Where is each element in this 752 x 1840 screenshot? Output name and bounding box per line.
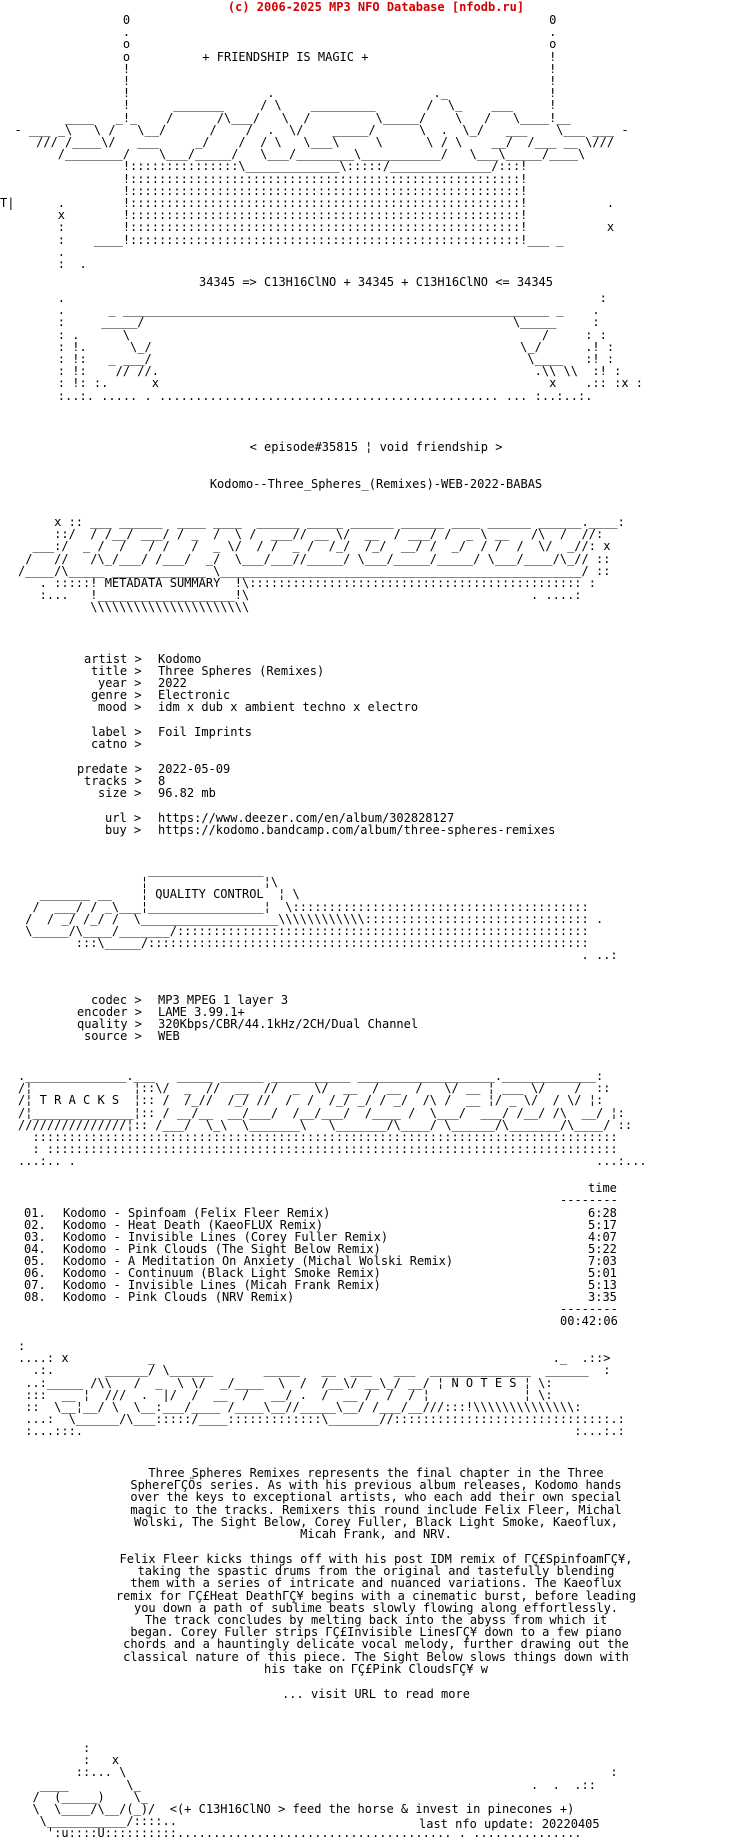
footer-art: : : x ::... \ : ____ \_ . . .:: / (_____) \_ \ \____/\__/(_)/ <(+ C13H16ClNO > feed the horse & invest in pinecones +) \___________/::::.. ':u::::U::::::::::...................................... . ............... xyxy=(32,1741,618,1840)
predate-value: 2022-05-09 xyxy=(158,762,231,776)
notes-paragraph-1: Three Spheres Remixes represents the final chapter in the Three SphereΓÇÖs series. As with his previous album releases, Kodomo hands over the keys to exceptional artists, who each add their own special magic to the tracks. Remixers this round include Felix Fleer, Michal Wolski, The Sight Below, Corey Fuller, Black Light Smoke, Kaeoflux, Micah Frank, and NRV. xyxy=(130,1466,622,1542)
encoder-label: encoder > xyxy=(77,1005,143,1019)
codec-label: codec > xyxy=(91,993,142,1007)
quality-label: quality > xyxy=(77,1017,143,1031)
year-label: year > xyxy=(98,676,142,690)
track-number: 08. xyxy=(24,1290,46,1304)
track-number: 06. xyxy=(24,1266,46,1280)
mood-label: mood > xyxy=(98,700,142,714)
encoder-value: LAME 3.99.1+ xyxy=(158,1005,245,1019)
label-label: label > xyxy=(91,725,142,739)
time-rule-bottom: -------- xyxy=(560,1302,618,1316)
track-number: 02. xyxy=(24,1218,46,1232)
read-more-link[interactable]: ... visit URL to read more xyxy=(282,1687,470,1701)
track-time: 5:01 xyxy=(588,1266,617,1280)
size-label: size > xyxy=(98,786,142,800)
time-header: time xyxy=(588,1181,617,1195)
copyright-banner[interactable]: (c) 2006-2025 MP3 NFO Database [nfodb.ru] xyxy=(227,0,525,14)
notes-paragraph-2: Felix Fleer kicks things off with his post IDM remix of ΓÇ£SpinfoamΓÇ¥, taking the spastic drums from the original and tastefully blending them with a series of intricate and nuanced variations. The Kaeoflux remix for ΓÇ£Heat DeathΓÇ¥ begins with a cinematic burst, before leading you down a path of sublime beats slowly flowing along effortlessly. The track concludes by melting back into the abyss from which it began. Corey Fuller strips ΓÇ£Invisible LinesΓÇ¥ down to a few piano chords and a hauntingly delicate vocal melody, further drawing out the classical nature of this piece. The Sight Below slows things down with his take on ΓÇ£Pink CloudsΓÇ¥ w xyxy=(115,1552,637,1676)
track-title: Kodomo - Spinfoam (Felix Fleer Remix) xyxy=(63,1206,331,1220)
track-title: Kodomo - Invisible Lines (Corey Fuller Remix) xyxy=(63,1230,389,1244)
track-time: 5:13 xyxy=(588,1278,617,1292)
url-label: url > xyxy=(105,811,142,825)
url-link[interactable]: https://www.deezer.com/en/album/302828127 xyxy=(158,811,455,825)
track-title: Kodomo - Pink Clouds (NRV Remix) xyxy=(63,1290,295,1304)
total-time: 00:42:06 xyxy=(560,1314,618,1328)
track-number: 01. xyxy=(24,1206,46,1220)
artist-value: Kodomo xyxy=(158,652,202,666)
track-title: Kodomo - Invisible Lines (Micah Frank Remix) xyxy=(63,1278,381,1292)
tracks-label: tracks > xyxy=(84,774,142,788)
logo-art-base: . : . _ ___________________________________________________________ _ . : _____/ \_____ : : . \ / : : : !. \_/ \_/ .! : : !: _ ___/ \____ :! : : !: // //. .\\ \\ :! : : !: :. x x .:: :x : :..:. ..... . ............................................... ... :..:..:. xyxy=(57,291,643,403)
catno-label: catno > xyxy=(91,737,142,751)
genre-label: genre > xyxy=(91,688,142,702)
logo-art-lower: T| . !::::::::::::::::::::::::::::::::::::::::::::::::::::::! . x !::::::::::::::::::::::::::::::::::::::::::::::::::::::! : !::::::::::::::::::::::::::::::::::::::::::::::::::::::! x : ____!::::::::::::::::::::::::::::::::::::::::::::::::::::::!___ _ . : . xyxy=(0,196,615,272)
size-value: 96.82 mb xyxy=(158,786,216,800)
artist-label: artist > xyxy=(84,652,142,666)
track-title: Kodomo - Continuum (Black Light Smoke Remix) xyxy=(63,1266,381,1280)
label-value: Foil Imprints xyxy=(158,725,252,739)
title-value: Three Spheres (Remixes) xyxy=(158,664,325,678)
tracks-value: 8 xyxy=(158,774,166,788)
source-value: WEB xyxy=(158,1029,180,1043)
track-title: Kodomo - A Meditation On Anxiety (Michal Wolski Remix) xyxy=(63,1254,454,1268)
track-time: 5:17 xyxy=(588,1218,617,1232)
release-name: Kodomo--Three_Spheres_(Remixes)-WEB-2022-BABAS xyxy=(209,477,543,491)
track-time: 6:28 xyxy=(588,1206,617,1220)
track-time: 5:22 xyxy=(588,1242,617,1256)
track-title: Kodomo - Heat Death (KaeoFLUX Remix) xyxy=(63,1218,324,1232)
track-number: 03. xyxy=(24,1230,46,1244)
track-time: 4:07 xyxy=(588,1230,617,1244)
track-number: 04. xyxy=(24,1242,46,1256)
track-title: Kodomo - Pink Clouds (The Sight Below Remix) xyxy=(63,1242,381,1256)
title-label: title > xyxy=(91,664,142,678)
buy-label: buy > xyxy=(105,823,142,837)
metadata-banner: x :: ___ ______ ____ ____ ______ _____ ______ ______ ____ ______ ______.____: ::/ / /__/ ___/ / _ / \ / ___// __ \/ __ / ___/ / _ \ __ /\ / //: ___:/ _ / / / / / _ \/ / / _ / /_/ /_/ __/ / _/ / / / \/ _//: x / // /\_/___/ /___/ _/ \___/___//_____/ \___/_____/_____/ \___/____/\_// :: /____/\_____ _____________ \__________________________________________________/ :: . :::::! METADATA SUMMARY !\:::::::::::::::::::::::::::::::::::::::::::::: : :... !___________________!\ . ....: \\\\\\\\\\\\\\\\\\\\\\ xyxy=(18,515,625,615)
notes-banner: : ....: x _ ._ .::> .:. ______/ \______ _____ __ ___ ___ ______________ ______ : ..:_____ /\\ / _ \ \/ _/____ \ / /__\/ __\_/ __/ ¦ N O T E S ¦ \: ::: __ ¦ /// . |/ / __ / __/ . / __ / / / ¦ ¦ \: :: \__¦__/ \ \__:___/____ /____\__//_____\__/ /___/__///:::!\\\\\\\\\\\\\\: ...: \______/\___:::::/____:::::::::::::\_______//::::::::::::::::::::::::::::::.: :...:::. :...:.: xyxy=(18,1339,625,1439)
year-value: 2022 xyxy=(158,676,187,690)
last-update: last nfo update: 20220405 xyxy=(419,1817,600,1831)
track-number: 05. xyxy=(24,1254,46,1268)
logo-art: 0 0 . . o o o + FRIENDSHIP IS MAGIC + ! ! ! ! ! ! . ._ ! ! _______ / \ _________ / \_ ___ ! ____ _!_ / /\___/ \ / \_____/ \ / \____!__ - ___ _\ \ / \__/ / / . \/ _____/ \ . \_/ ___ \___ ___ - /// /____\/ ___ _/ / / \ \___\ \ \ / \ __/ /___ __ \/// /________/ \___/_____/ \___/________\___________/ \___\_____/____\ !:::::::::::::::\_____________\:::::/______________/:::! !::::::::::::::::::::::::::::::::::::::::::::::::::::::! !::::::::::::::::::::::::::::::::::::::::::::::::::::::! xyxy=(14,13,629,198)
quality-value: 320Kbps/CBR/44.1kHz/2CH/Dual Channel xyxy=(158,1017,419,1031)
genre-value: Electronic xyxy=(158,688,231,702)
mood-value: idm x dub x ambient techno x electro xyxy=(158,700,419,714)
formula-line: 34345 => C13H16ClNO + 34345 + C13H16ClNO <= 34345 xyxy=(198,275,553,289)
codec-value: MP3 MPEG 1 layer 3 xyxy=(158,993,289,1007)
track-number: 07. xyxy=(24,1278,46,1292)
time-rule-top: -------- xyxy=(560,1193,618,1207)
tracks-banner: .______________.___ _____ ______ ___________ ___________________._____________: /¦ ¦::\/ _ // __ // _ \/ __ / __ / \/ __ ¦ ___ \/ / :: /¦ T R A C K S ¦:: / /_// /_/ // / / /_/ _/ / _/ /\ / __ ¦/ _ \/ / \/ ¦: /¦______________¦:: / __/__ __/___/ /__/___/ /____ / \___/ ___/ /__/ /\ __/ ¦: ///////////////¦:: /___/ \_\ \_______\ \_______/\____/ \______/\_______/\____/ :: ::::::::::::::::::::::::::::::::::::::::::::::::::::::::::::::::::::::::::::::::: : ::::::::::::::::::::::::::::::::::::::::::::::::::::::::::::::::::::::::::::::: ...:.. . ...:... xyxy=(18,1069,647,1169)
quality-banner: ________________ ¦ ¦\ _______ __ ¦ QUALITY CONTROL ¦ \ / ___/ / _\___¦________________¦ \::::::::::::::::::::::::::::::::::::::::: / / _/ /_/ / \___________________\\\\\\\\\\\\::::::::::::::::::::::::::::::: . \_____/\____/_______/::::::::::::::::::::::::::::::::::::::::::::::::::::::::: :::\_____/::::::::::::::::::::::::::::::::::::::::::::::::::::::::::::: . ..: xyxy=(25,863,618,963)
track-time: 7:03 xyxy=(588,1254,617,1268)
predate-label: predate > xyxy=(77,762,143,776)
episode-line: < episode#35815 ¦ void friendship > xyxy=(249,440,503,454)
source-label: source > xyxy=(84,1029,142,1043)
buy-link[interactable]: https://kodomo.bandcamp.com/album/three-spheres-remixes xyxy=(158,823,556,837)
track-time: 3:35 xyxy=(588,1290,617,1304)
